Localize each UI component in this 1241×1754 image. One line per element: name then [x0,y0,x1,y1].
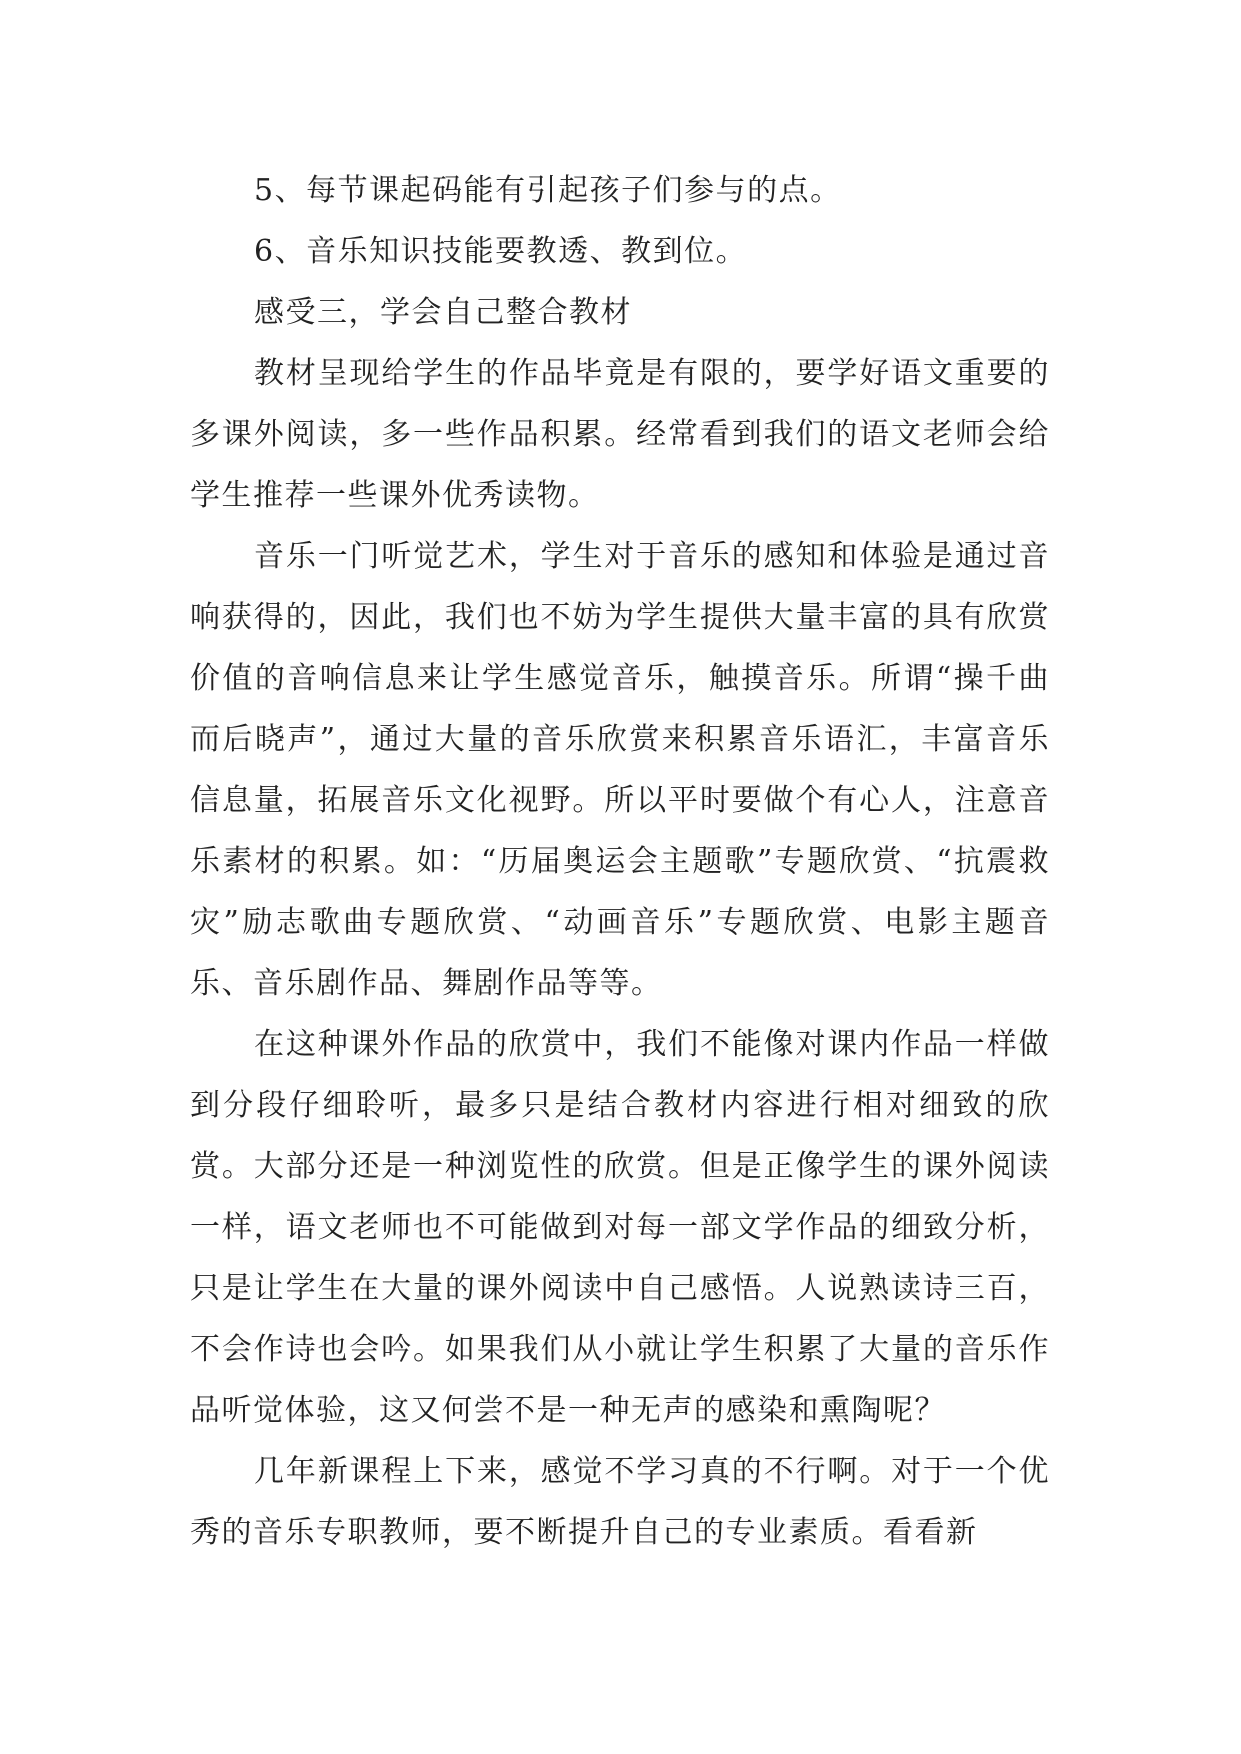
paragraph: 教材呈现给学生的作品毕竟是有限的，要学好语文重要的多课外阅读，多一些作品积累。经常看到我们的语文老师会给学生推荐一些课外优秀读物。 [190,356,1050,513]
document-body [190,160,1050,1563]
paragraph: 音乐一门听觉艺术，学生对于音乐的感知和体验是通过音响获得的，因此，我们也不妨为学生提供大量丰富的具有欣赏价值的音响信息来让学生感觉音乐，触摸音乐。所谓“操千曲而后晓声”，通过大量的音乐欣赏来积累音乐语汇，丰富音乐信息量，拓展音乐文化视野。所以平时要做个有心人，注意音乐素材的积累。如：“历届奥运会主题歌”专题欣赏、“抗震救灾”励志歌曲专题欣赏、“动画音乐”专题欣赏、电影主题音乐、音乐剧作品、舞剧作品等等。 [190,539,1050,1001]
paragraph-item-5: 5、每节课起码能有引起孩子们参与的点。 [254,173,842,208]
section-heading: 感受三，学会自己整合教材 [254,295,632,330]
paragraph: 几年新课程上下来，感觉不学习真的不行啊。对于一个优秀的音乐专职教师，要不断提升自己的专业素质。看看新 [190,1454,1050,1550]
paragraph: 在这种课外作品的欣赏中，我们不能像对课内作品一样做到分段仔细聆听，最多只是结合教材内容进行相对细致的欣赏。大部分还是一种浏览性的欣赏。但是正像学生的课外阅读一样，语文老师也不可能做到对每一部文学作品的细致分析，只是让学生在大量的课外阅读中自己感悟。人说熟读诗三百，不会作诗也会吟。如果我们从小就让学生积累了大量的音乐作品听觉体验，这又何尝不是一种无声的感染和熏陶呢？ [190,1027,1050,1428]
paragraph-item-6: 6、音乐知识技能要教透、教到位。 [254,234,748,269]
